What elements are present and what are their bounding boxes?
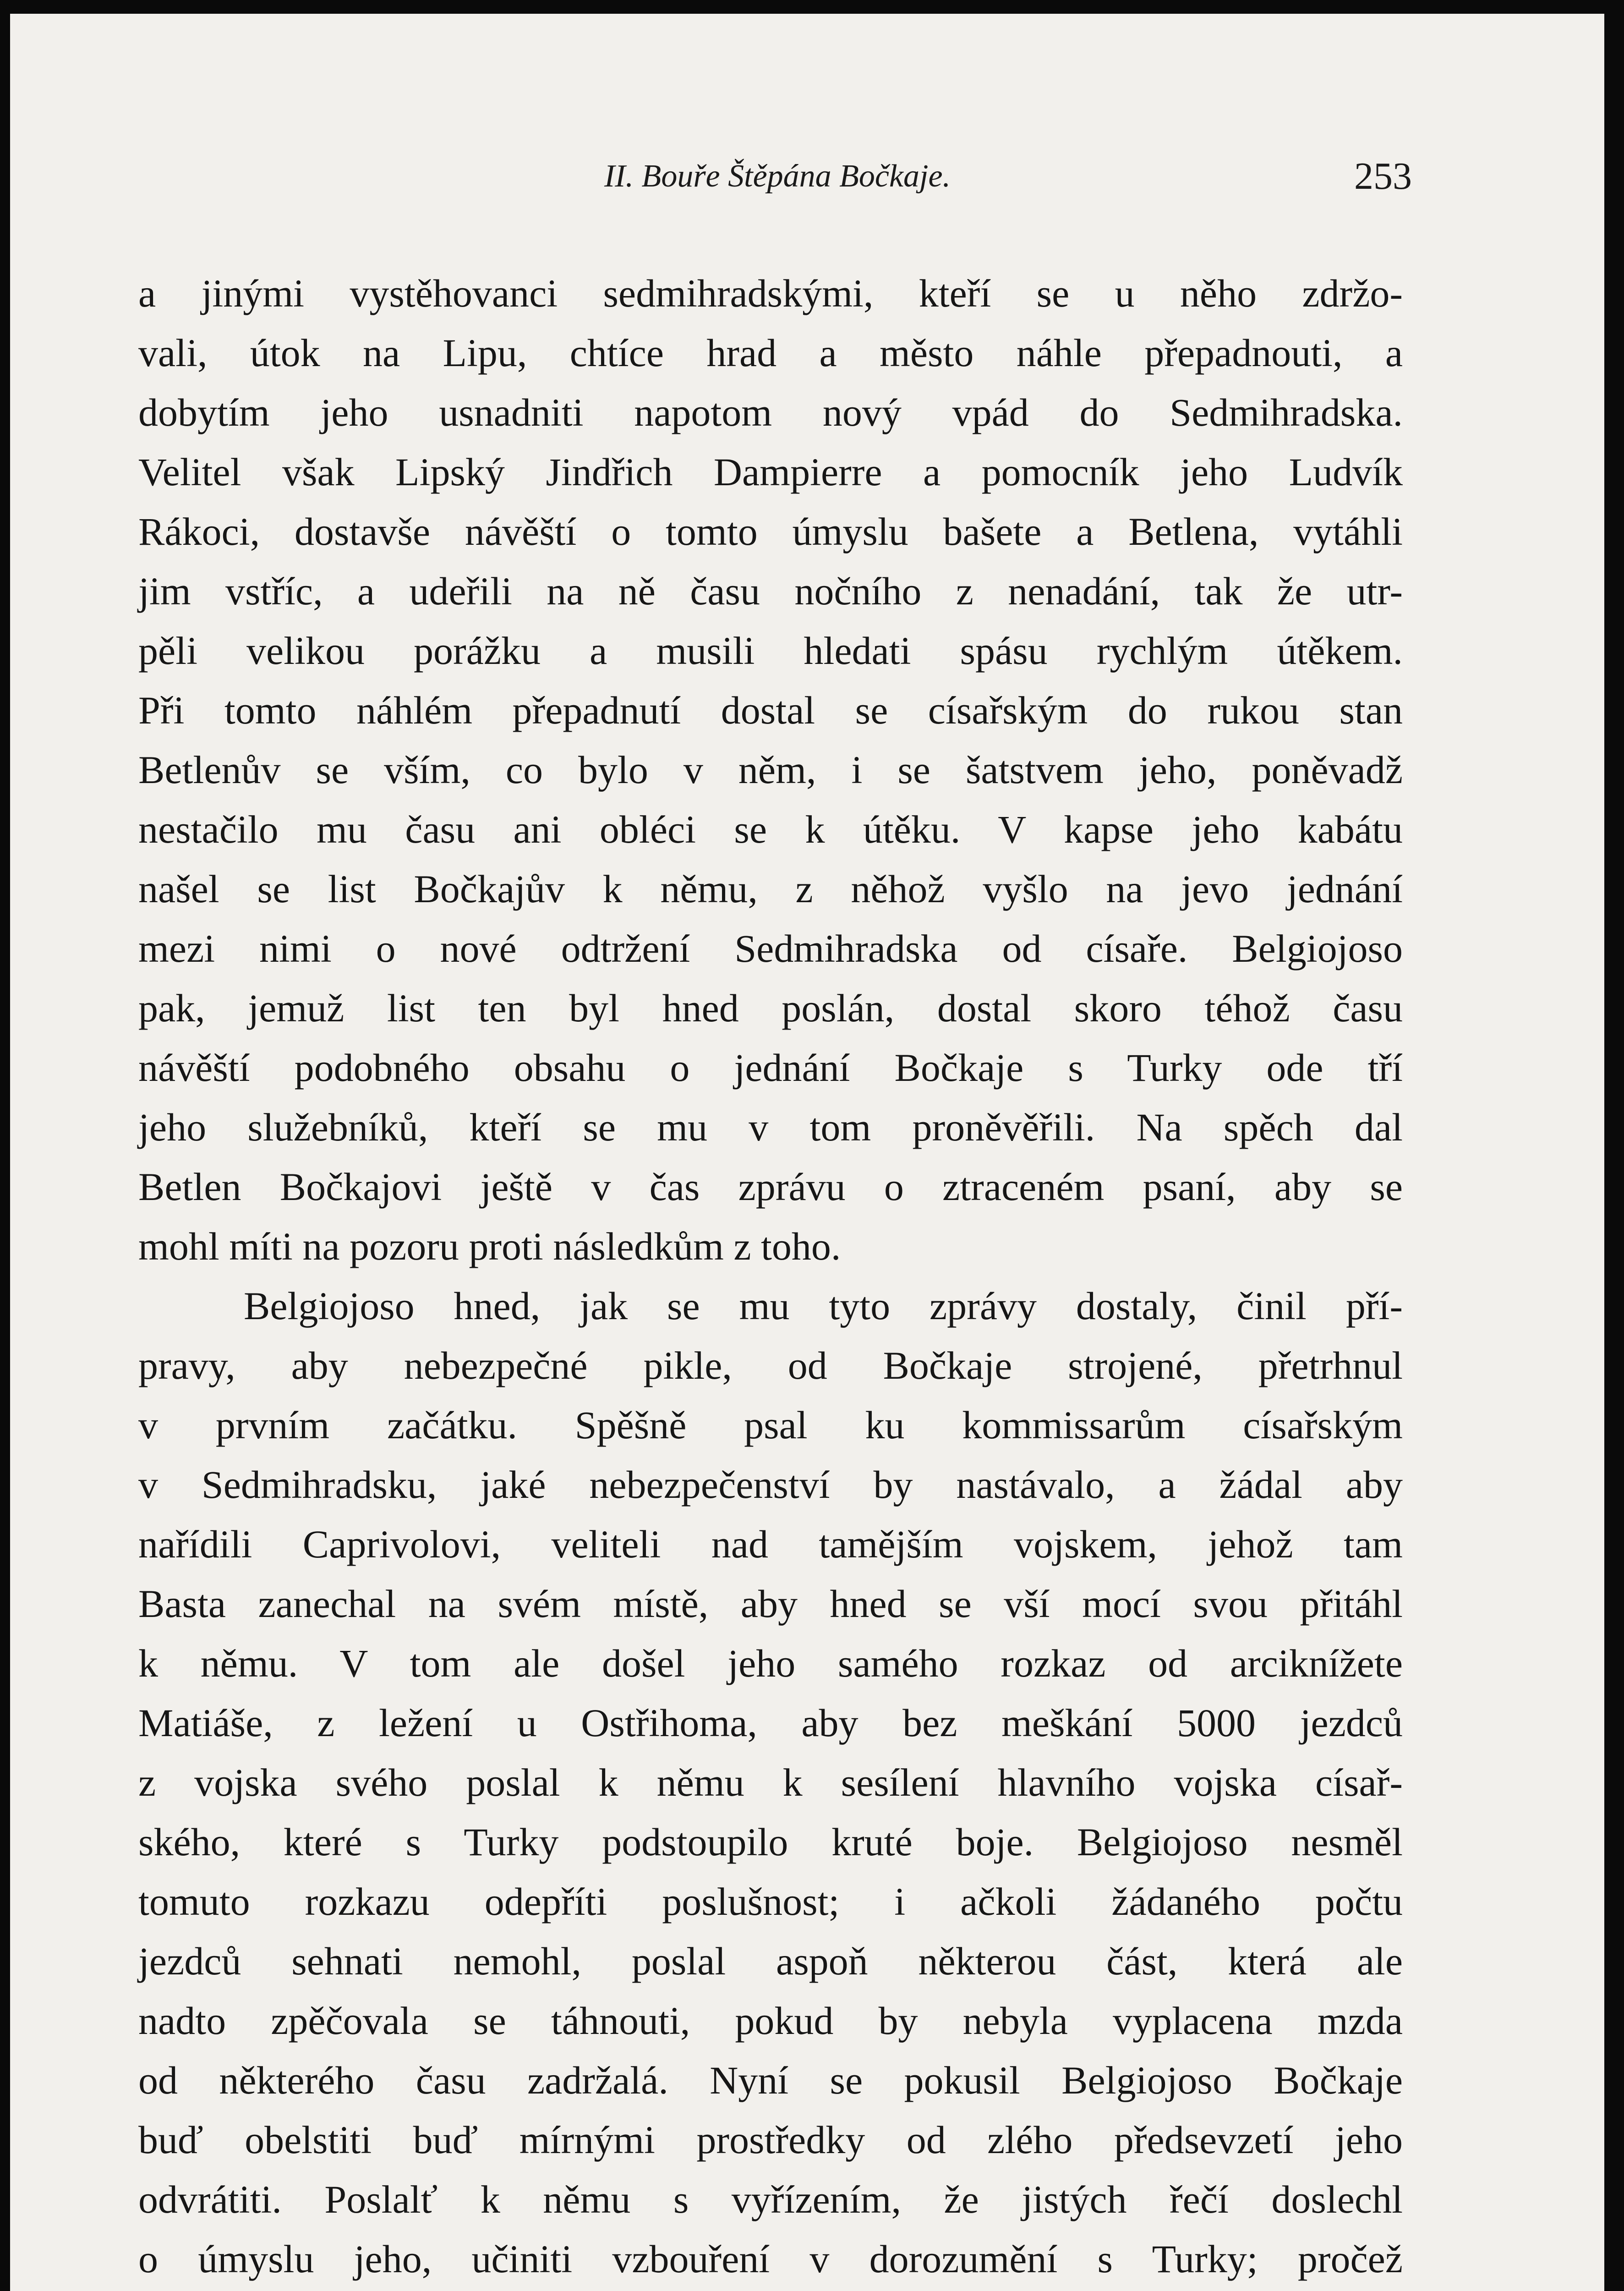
text-line: v Sedmihradsku, jaké nebezpečenství by nastávalo, a žádal aby xyxy=(138,1463,1403,1507)
text-line: nařídili Caprivolovi, veliteli nad tamějším vojskem, jehož tam xyxy=(138,1522,1403,1566)
text-line: návěští podobného obsahu o jednání Bočkaje s Turky ode tří xyxy=(138,1046,1403,1090)
text-line: Při tomto náhlém přepadnutí dostal se císařským do rukou stan xyxy=(138,688,1403,732)
text-line: Velitel však Lipský Jindřich Dampierre a pomocník jeho Ludvík xyxy=(138,450,1403,494)
text-line xyxy=(138,2289,1403,2291)
text-line: pak, jemuž list ten byl hned poslán, dostal skoro téhož času xyxy=(138,986,1403,1030)
text-line: Betlenův se vším, co bylo v něm, i se šatstvem jeho, poněvadž xyxy=(138,748,1403,792)
text-line: nestačilo mu času ani obléci se k útěku. V kapse jeho kabátu xyxy=(138,807,1403,851)
text-line: pěli velikou porážku a musili hledati spásu rychlým útěkem. xyxy=(138,629,1403,673)
text-line: dobytím jeho usnadniti napotom nový vpád do Sedmihradska. xyxy=(138,390,1403,434)
text-line: pravy, aby nebezpečné pikle, od Bočkaje strojené, přetrhnul xyxy=(138,1343,1403,1387)
text-line: jezdců sehnati nemohl, poslal aspoň některou část, která ale xyxy=(138,1939,1403,1983)
text-line: od některého času zadržalá. Nyní se pokusil Belgiojoso Bočkaje xyxy=(138,2058,1403,2102)
running-header xyxy=(143,151,1412,202)
text-line: vali, útok na Lipu, chtíce hrad a město náhle přepadnouti, a xyxy=(138,331,1403,375)
text-line: našel se list Bočkajův k němu, z něhož vyšlo na jevo jednání xyxy=(138,867,1403,911)
text-line: jim vstříc, a udeřili na ně času nočního z nenadání, tak že utr- xyxy=(138,569,1403,613)
text-line: ského, které s Turky podstoupilo kruté boje. Belgiojoso nesměl xyxy=(138,1820,1403,1864)
text-line: buď obelstiti buď mírnými prostředky od zlého předsevzetí jeho xyxy=(138,2118,1403,2162)
text-line: nadto zpěčovala se táhnouti, pokud by nebyla vyplacena mzda xyxy=(138,1999,1403,2043)
text-line: a jinými vystěhovanci sedmihradskými, kteří se u něho zdržo- xyxy=(138,271,1403,315)
chapter-title: II. Bouře Štěpána Bočkaje. xyxy=(604,159,951,194)
book-page xyxy=(10,14,1604,2291)
text-line: Betlen Bočkajovi ještě v čas zprávu o ztraceném psaní, aby se xyxy=(138,1165,1403,1209)
text-line: o úmyslu jeho, učiniti vzbouření v dorozumění s Turky; pročež xyxy=(138,2237,1403,2281)
text-line: mezi nimi o nové odtržení Sedmihradska od císaře. Belgiojoso xyxy=(138,926,1403,970)
text-line: jeho služebníků, kteří se mu v tom proněvěřili. Na spěch dal xyxy=(138,1105,1403,1149)
text-line: Basta zanechal na svém místě, aby hned se vší mocí svou přitáhl xyxy=(138,1582,1403,1626)
text-line: Matiáše, z ležení u Ostřihoma, aby bez meškání 5000 jezdců xyxy=(138,1701,1403,1745)
text-line: z vojska svého poslal k němu k sesílení hlavního vojska císař- xyxy=(138,1760,1403,1804)
paragraph-start-line: Belgiojoso hned, jak se mu tyto zprávy dostaly, činil pří- xyxy=(244,1284,1403,1328)
body-text xyxy=(138,263,1403,2291)
text-line: v prvním začátku. Spěšně psal ku kommissarům císařským xyxy=(138,1403,1403,1447)
text-line: k němu. V tom ale došel jeho samého rozkaz od arciknížete xyxy=(138,1641,1403,1685)
text-line: Rákoci, dostavše návěští o tomto úmyslu bašete a Betlena, vytáhli xyxy=(138,510,1403,554)
text-line: odvrátiti. Poslalť k němu s vyřízením, že jistých řečí doslechl xyxy=(138,2177,1403,2221)
text-line: mohl míti na pozoru proti následkům z toho. xyxy=(138,1224,841,1268)
page-number: 253 xyxy=(1354,155,1412,197)
text-line: tomuto rozkazu odepříti poslušnost; i ačkoli žádaného počtu xyxy=(138,1880,1403,1924)
